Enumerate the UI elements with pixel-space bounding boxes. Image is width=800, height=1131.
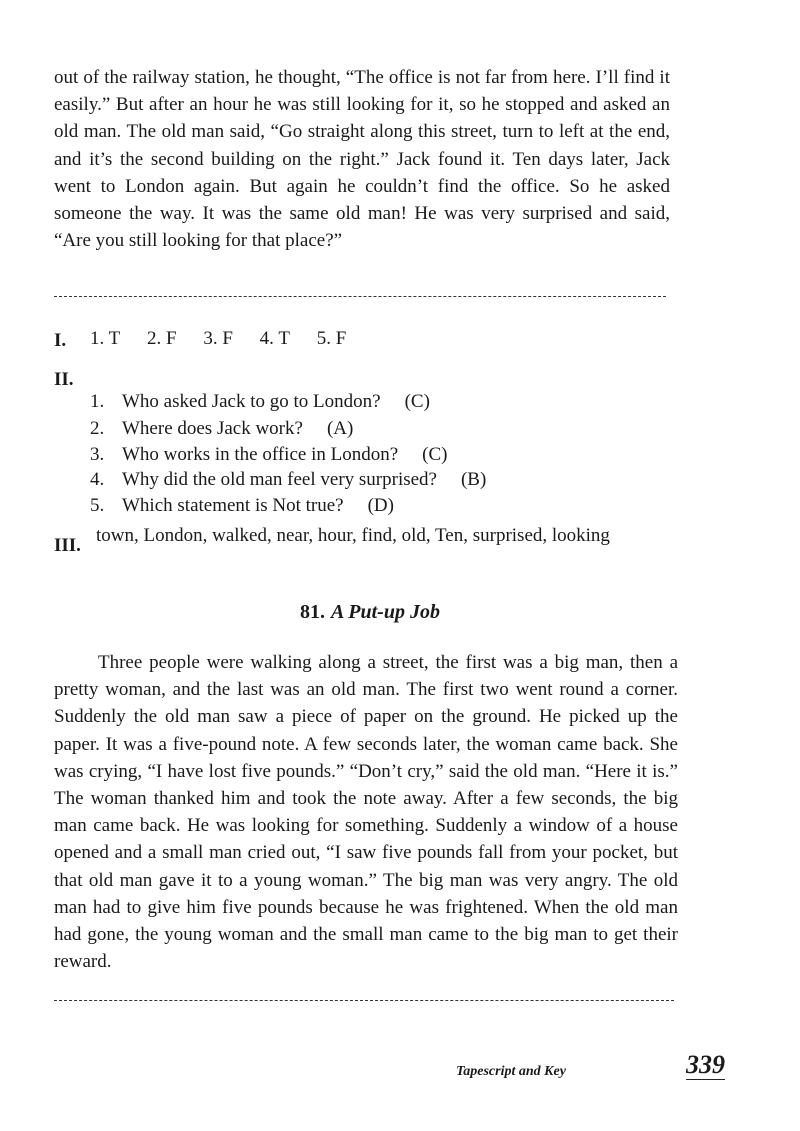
section-1-label: I.	[54, 330, 67, 351]
question-4	[90, 468, 486, 492]
question-text: Which statement is Not true?	[122, 495, 344, 516]
tf-answer-2: 2. F	[147, 328, 177, 349]
question-number: 5.	[90, 495, 105, 516]
page-number: 339	[686, 1050, 725, 1079]
question-text: Where does Jack work?	[122, 418, 303, 439]
tf-answer-5: 5. F	[316, 328, 347, 349]
question-answer: (A)	[326, 418, 354, 439]
question-answer: (C)	[404, 391, 430, 412]
question-text: Who asked Jack to go to London?	[122, 391, 381, 412]
story-continuation-paragraph: out of the railway station, he thought, “The office is not far from here. I’ll find it easily.” But after an hour he was still looking for it, so he stopped and asked an old man. The old man said, “Go straight along this street, turn to left at the end, and it’s the second building on the right.” Jack found it. Ten days later, Jack went to London again. But again he couldn’t find the office. So he asked someone the way. It was the same old man! He was very surprised and said, “Are you still looking for that place?”	[54, 67, 670, 252]
section-2-label: II.	[54, 369, 74, 390]
section-3-label: III.	[54, 535, 81, 556]
dashed-divider-bottom	[54, 1000, 674, 1001]
question-answer: (C)	[422, 444, 448, 465]
tf-answer-4: 4. T	[259, 328, 290, 349]
true-false-answers	[90, 327, 368, 351]
question-1	[90, 390, 430, 414]
question-answer: (B)	[460, 469, 487, 490]
lesson-title	[0, 601, 740, 624]
question-answer: (D)	[367, 495, 394, 516]
running-footer: Tapescript and Key	[456, 1064, 566, 1079]
lesson-body-paragraph: Three people were walking along a street, the first was a big man, then a pretty woman, and the last was an old man. The first two went round a corner. Suddenly the old man saw a piece of paper on the ground. He picked up the paper. It was a five-pound note. A few seconds later, the woman came back. She was crying, “I have lost five pounds.” “Don’t cry,” said the old man. “Here it is.” The woman thanked him and took the note away. After a few seconds, the big man came back. He was looking for something. Suddenly a window of a house opened and a small man cried out, “I saw five pounds fall from your pocket, but that old man gave it to a young woman.” The big man was very angry. The old man had to give him five pounds because he was frightened. When the old man had gone, the young woman and the small man came to the big man to get their reward.	[54, 652, 678, 973]
question-3	[90, 443, 447, 467]
tf-answer-3: 3. F	[203, 328, 233, 349]
lesson-number: 81.	[300, 601, 326, 623]
question-number: 4.	[90, 469, 105, 490]
question-text: Why did the old man feel very surprised?	[122, 469, 437, 490]
dashed-divider-top	[54, 296, 666, 297]
question-2	[90, 417, 353, 441]
question-text: Who works in the office in London?	[122, 444, 399, 465]
question-number: 3.	[90, 444, 105, 465]
tf-answer-1: 1. T	[90, 328, 121, 349]
question-5	[90, 494, 394, 518]
question-number: 1.	[90, 391, 105, 412]
fill-in-words: town, London, walked, near, hour, find, old, Ten, surprised, looking	[96, 525, 610, 546]
question-number: 2.	[90, 418, 105, 439]
lesson-title-text: A Put-up Job	[331, 601, 440, 623]
